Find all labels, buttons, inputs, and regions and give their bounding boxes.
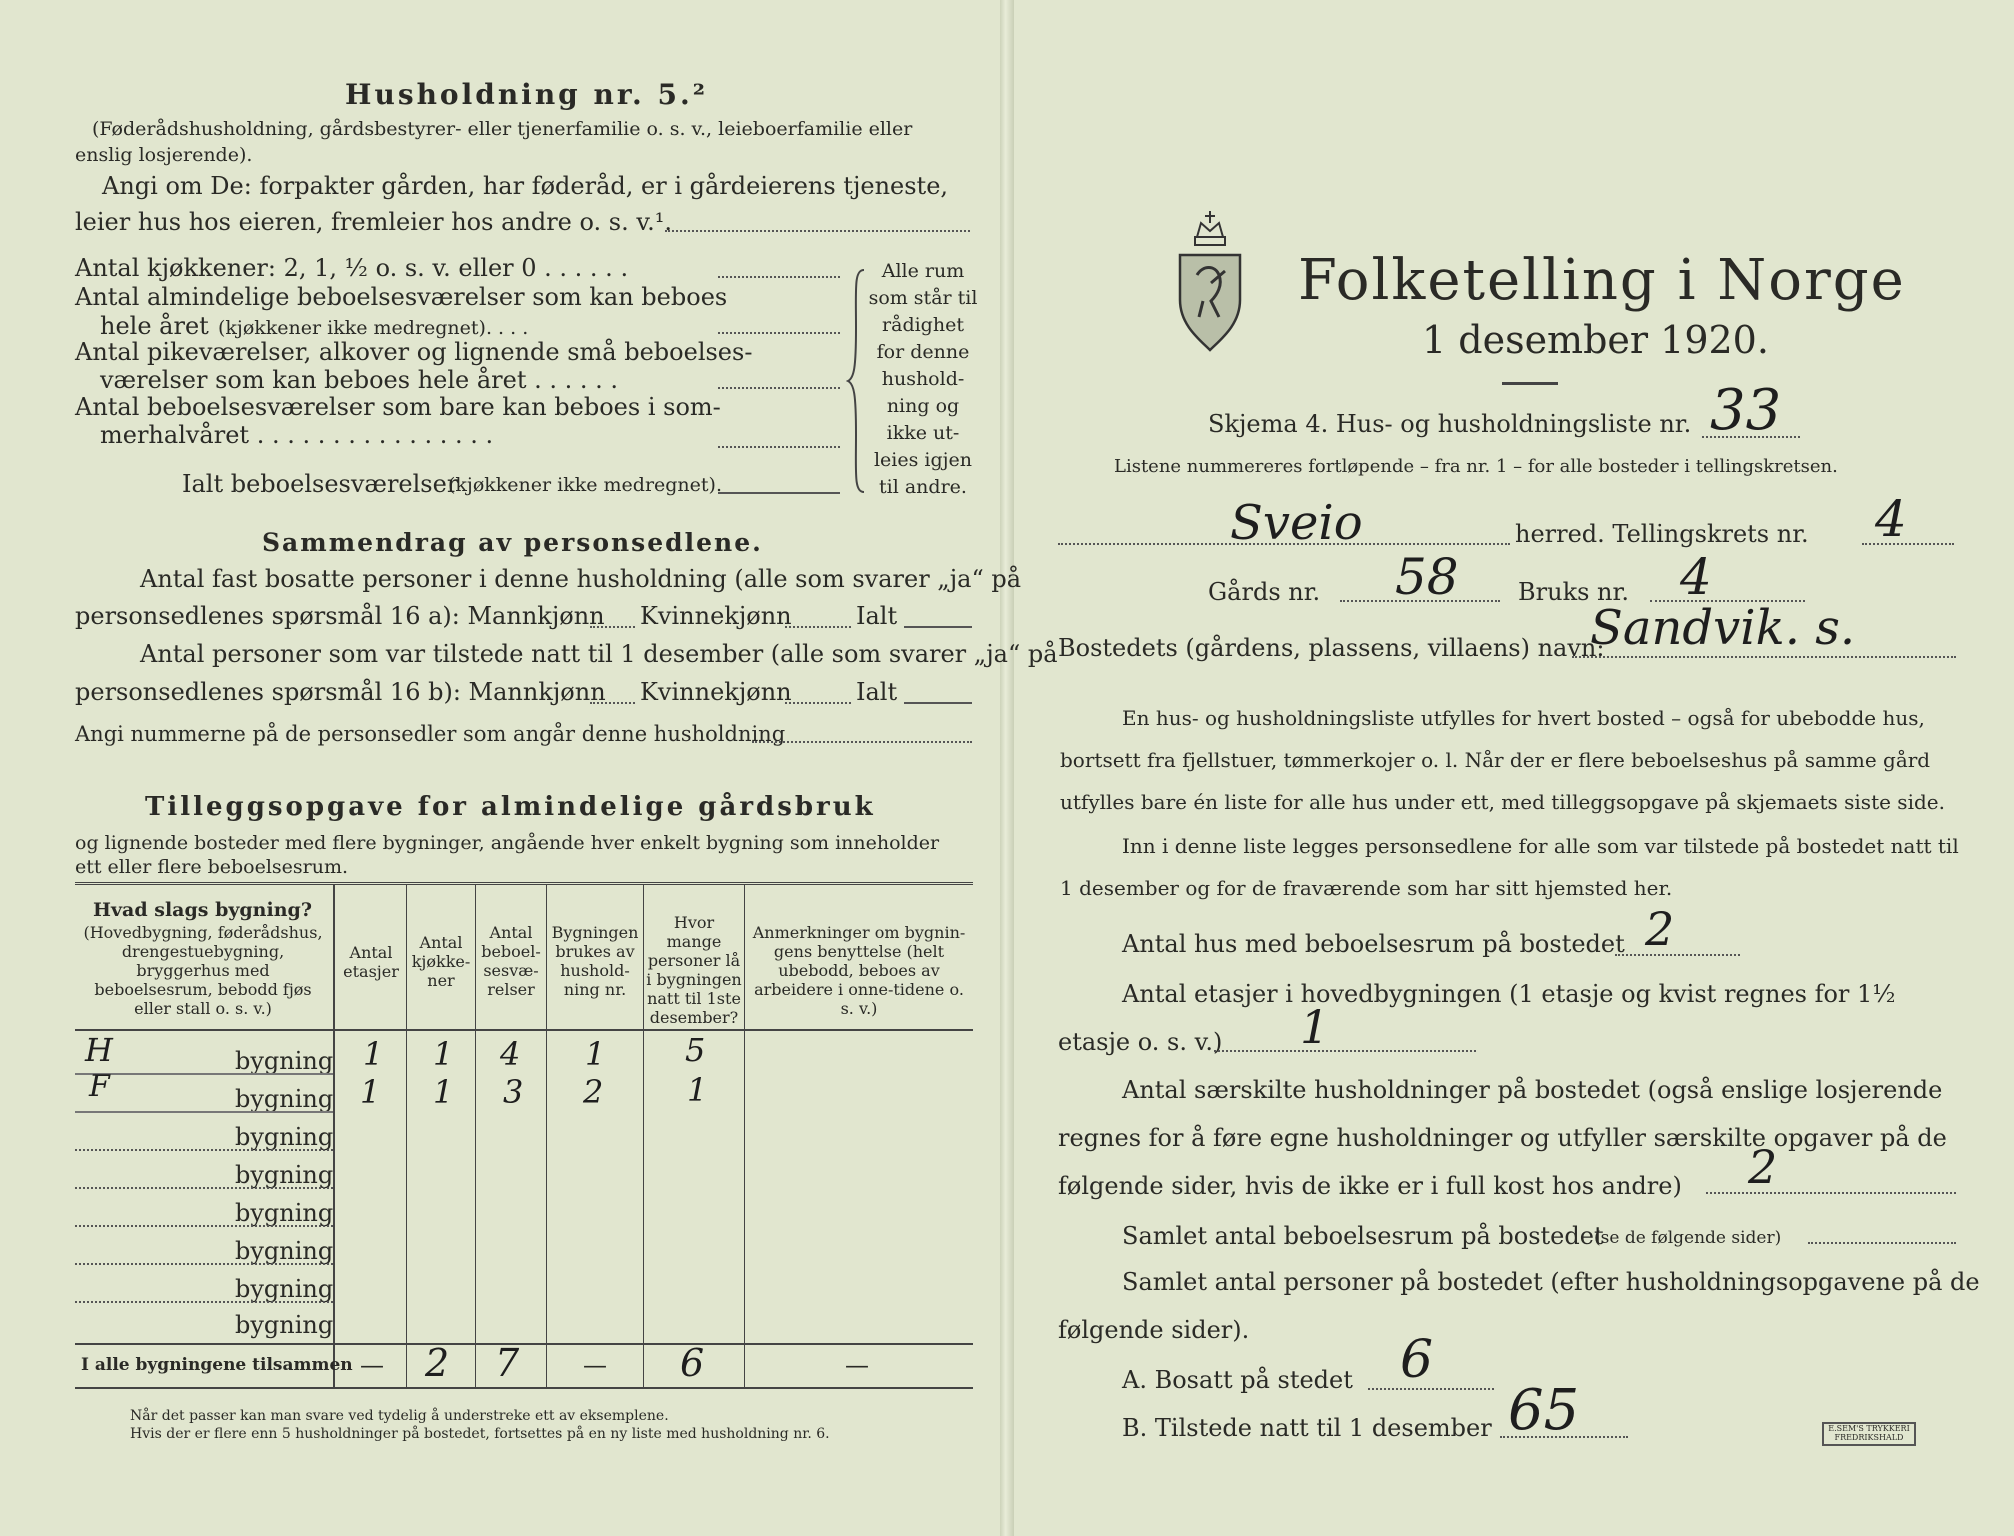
row-line (75, 1149, 333, 1151)
nummerne-label: Angi nummerne på de personsedler som angår denne husholdning (75, 722, 786, 746)
header-personer: Hvor mange personer lå i bygningen natt til 1ste desember? (646, 913, 742, 1027)
beboes-label-1: Antal almindelige beboelsesværelser som kan beboes (75, 283, 728, 311)
total-kjokkener: 2 (425, 1341, 450, 1385)
tillegg-title: Tilleggsopgave for almindelige gårdsbruk (145, 792, 876, 822)
sommer-answer-line (718, 446, 840, 448)
mann-answer-line-a (590, 626, 635, 628)
tilstede-label: B. Tilstede natt til 1 desember (1122, 1414, 1492, 1442)
header-kind-title: Hvad slags bygning? (93, 899, 312, 921)
total-anm: — (845, 1351, 869, 1379)
hus-value: 2 (1645, 902, 1675, 956)
gards-line (1340, 600, 1500, 602)
row-label: bygning (235, 1311, 334, 1339)
kjokkener-label: Antal kjøkkener: 2, 1, ½ o. s. v. eller 0 . . . . . . (75, 254, 629, 282)
instructions-line-3: utfylles bare én liste for alle hus under ett, med tilleggsopgave på skjemaets siste side. (1060, 790, 1945, 814)
brace-note-line: ikke ut- (886, 422, 960, 444)
brace-note (868, 258, 978, 501)
brace-note-line: rådighet (882, 314, 964, 336)
bosatt-label: A. Bosatt på stedet (1122, 1366, 1353, 1394)
row-line (75, 1187, 333, 1189)
instructions-line-4: Inn i denne liste legges personsedlene for alle som var tilstede på bostedet natt til (1122, 834, 1959, 858)
herred-value: Sveio (1230, 495, 1363, 551)
brace-note-line: ning og (886, 395, 960, 417)
total-personer: 6 (680, 1341, 705, 1385)
kvinne-answer-line-b (785, 702, 851, 704)
herred-label: herred. Tellingskrets nr. (1515, 520, 1809, 548)
kjokkener-answer-line (718, 276, 840, 278)
husholdninger-label-3: følgende sider, hvis de ikke er i full kost hos andre) (1058, 1172, 1682, 1200)
angi-line-1: Angi om De: forpakter gården, har føderåd, er i gårdeierens tjeneste, (102, 172, 949, 200)
sommer-label-1: Antal beboelsesværelser som bare kan beboes i som- (75, 393, 721, 421)
sammendrag-line-3: Antal personer som var tilstede natt til 1 desember (alle som svarer „ja“ på (140, 640, 1058, 668)
instructions-line-2: bortsett fra fjellstuer, tømmerkojer o. l. Når der er flere beboelseshus på samme gård (1060, 748, 1931, 772)
header-etasjer: Antal etasjer (343, 943, 399, 981)
row-husholdning-value: 2 (583, 1073, 604, 1111)
gards-value: 58 (1395, 548, 1459, 606)
printer-stamp: E.SEM'S TRYKKERI FREDRIKSHALD (1822, 1422, 1916, 1446)
husholdninger-label-2: regnes for å føre egne husholdninger og utfyller særskilte opgaver på de (1058, 1124, 1947, 1152)
kvinne-label-b: Kvinnekjønn (640, 678, 792, 706)
tilstede-value: 65 (1508, 1378, 1580, 1443)
row-line (75, 1111, 333, 1113)
hus-label: Antal hus med beboelsesrum på bostedet (1122, 930, 1625, 958)
nummereres-note: Listene nummereres fortløpende – fra nr. 1 – for alle bosteder i tellingskretsen. (1114, 456, 1838, 477)
bosatt-line (1368, 1388, 1494, 1390)
brace-note-line: leies igjen (873, 449, 973, 471)
brace-icon (846, 268, 870, 494)
etasjer-line (1214, 1050, 1476, 1052)
tilstede-line (1500, 1436, 1628, 1438)
skjema-label: Skjema 4. Hus- og husholdningsliste nr. (1208, 410, 1692, 438)
row-vaerelser-value: 3 (503, 1073, 524, 1111)
col-divider (333, 885, 335, 1387)
brace-note-line: hushold- (881, 368, 965, 390)
row-label: bygning (235, 1275, 334, 1303)
row-label: bygning (235, 1085, 334, 1113)
nummerne-answer-line (752, 741, 972, 743)
husholdninger-label-1: Antal særskilte husholdninger på bostedet (også enslige losjerende (1122, 1076, 1943, 1104)
row-personer-value: 1 (687, 1071, 708, 1109)
row-line (75, 1073, 333, 1075)
row-kjokkener-value: 1 (433, 1073, 454, 1111)
samlet-personer-label-2: følgende sider). (1058, 1316, 1250, 1344)
beboes-label-2: hele året (100, 312, 209, 340)
bosted-label: Bostedets (gårdens, plassens, villaens) navn: (1058, 634, 1605, 662)
total-top-rule (75, 1343, 973, 1345)
footnote-2: Hvis der er flere enn 5 husholdninger på bostedet, fortsettes på en ny liste med husholdning nr. 6. (130, 1426, 830, 1442)
header-husholdning: Bygningen brukes av hushold-ning nr. (551, 923, 639, 999)
footnote-1: Når det passer kan man svare ved tydelig å understreke ett av eksemplene. (130, 1408, 669, 1424)
ialt-answer-line (718, 492, 840, 494)
header-anmerkninger: Anmerkninger om bygnin-gens benyttelse (helt ubebodd, beboes av arbeidere i onne-tidene o. s. v.) (752, 923, 966, 1018)
brace-note-line: som står til (868, 287, 978, 309)
row-husholdning-value: 1 (585, 1035, 606, 1073)
tillegg-line-1: og lignende bosteder med flere bygninger, angående hver enkelt bygning som inneholder (75, 832, 940, 854)
total-label: I alle bygningene tilsammen (81, 1355, 353, 1375)
col-divider (406, 885, 407, 1387)
row-kind-value: F (89, 1069, 110, 1104)
instructions-line-1: En hus- og husholdningsliste utfylles for hvert bosted – også for ubebodde hus, (1122, 706, 1925, 730)
row-line (75, 1301, 333, 1303)
row-kjokkener-value: 1 (433, 1035, 454, 1073)
ialt-answer-line-b (904, 702, 972, 704)
hus-line (1615, 954, 1740, 956)
samlet-rum-label: Samlet antal beboelsesrum på bostedet (1122, 1222, 1604, 1250)
page-fold (1000, 0, 1014, 1536)
title-rule (1502, 382, 1558, 385)
row-line (75, 1225, 333, 1227)
ialt-label: Ialt beboelsesværelser (182, 470, 459, 498)
ialt-answer-line-a (904, 626, 972, 628)
row-etasjer-value: 1 (363, 1035, 384, 1073)
row-personer-value: 5 (685, 1031, 706, 1069)
krets-value: 4 (1875, 490, 1907, 548)
intro-line-1: (Føderådshusholdning, gårdsbestyrer- eller tjenerfamilie o. s. v., leieboerfamilie eller (92, 118, 913, 140)
sammendrag-title: Sammendrag av personsedlene. (262, 528, 763, 557)
gards-label: Gårds nr. (1208, 578, 1321, 606)
kvinne-answer-line-a (785, 626, 851, 628)
brace-note-line: til andre. (879, 476, 967, 498)
sammendrag-line-4: personsedlenes spørsmål 16 b): Mannkjønn (75, 678, 606, 706)
etasjer-label-2: etasje o. s. v.) (1058, 1028, 1223, 1056)
row-label: bygning (235, 1237, 334, 1265)
header-bottom-rule (75, 1029, 973, 1031)
total-etasjer: — (360, 1351, 384, 1379)
main-title: Folketelling i Norge (1298, 248, 1906, 313)
ialt-note: (kjøkkener ikke medregnet). (448, 474, 722, 496)
bosted-line (1572, 656, 1956, 658)
samlet-rum-line (1808, 1242, 1956, 1244)
row-kind-value: H (85, 1031, 113, 1069)
samlet-personer-label-1: Samlet antal personer på bostedet (efter husholdningsopgavene på de (1122, 1268, 1980, 1296)
building-table (75, 882, 973, 1389)
ialt-label-a: Ialt (856, 602, 898, 630)
header-vaerelser: Antal beboel-sesvæ-relser (481, 923, 541, 999)
bruks-value: 4 (1680, 548, 1712, 606)
herred-line (1058, 543, 1510, 545)
instructions-line-5: 1 desember og for de fraværende som har sitt hjemsted her. (1060, 876, 1673, 900)
row-label: bygning (235, 1047, 334, 1075)
bosatt-value: 6 (1400, 1330, 1434, 1390)
beboes-note: (kjøkkener ikke medregnet). . . . (218, 317, 529, 339)
total-husholdning: — (583, 1351, 607, 1379)
beboes-answer-line (718, 332, 840, 334)
liste-nr-value: 33 (1710, 378, 1782, 443)
row-vaerelser-value: 4 (500, 1035, 521, 1073)
pike-label-1: Antal pikeværelser, alkover og lignende små beboelses- (75, 338, 753, 366)
household-title: Husholdning nr. 5.² (345, 78, 709, 111)
row-line (75, 1263, 333, 1265)
etasjer-label-1: Antal etasjer i hovedbygningen (1 etasje og kvist regnes for 1½ (1122, 980, 1896, 1008)
bosted-value: Sandvik. s. (1590, 600, 1856, 656)
brace-note-line: for denne (876, 341, 970, 363)
sammendrag-line-1: Antal fast bosatte personer i denne husholdning (alle som svarer „ja“ på (140, 565, 1022, 593)
pike-label-2: værelser som kan beboes hele året . . . . . . (100, 366, 619, 394)
header-kind-note: (Hovedbygning, føderådshus, drengestuebygning, bryggerhus med beboelsesrum, bebodd fjøs eller stall o. s. v.) (83, 923, 323, 1018)
col-divider (643, 885, 644, 1387)
bruks-label: Bruks nr. (1518, 578, 1629, 606)
liste-nr-line (1702, 436, 1800, 438)
tillegg-line-2: ett eller flere beboelsesrum. (75, 856, 349, 878)
etasjer-value: 1 (1300, 1000, 1330, 1054)
col-divider (475, 885, 476, 1387)
krets-line (1862, 543, 1954, 545)
row-label: bygning (235, 1123, 334, 1151)
row-label: bygning (235, 1199, 334, 1227)
mann-answer-line-b (590, 702, 635, 704)
sammendrag-line-2: personsedlenes spørsmål 16 a): Mannkjønn (75, 602, 605, 630)
husholdninger-line (1706, 1192, 1956, 1194)
brace-note-line: Alle rum (881, 260, 965, 282)
kvinne-label-a: Kvinnekjønn (640, 602, 792, 630)
row-etasjer-value: 1 (360, 1073, 381, 1111)
pike-answer-line (718, 387, 840, 389)
husholdninger-value: 2 (1748, 1140, 1778, 1194)
census-date: 1 desember 1920. (1422, 318, 1769, 362)
col-divider (744, 885, 745, 1387)
header-kjokkener: Antal kjøkke-ner (411, 933, 471, 990)
row-label: bygning (235, 1161, 334, 1189)
coat-of-arms-icon (1175, 205, 1245, 355)
samlet-rum-note: (se de følgende sider) (1594, 1228, 1782, 1248)
angi-line-2: leier hus hos eieren, fremleier hos andre o. s. v.¹. (75, 208, 672, 236)
sommer-label-2: merhalvåret . . . . . . . . . . . . . . . . (100, 421, 494, 449)
col-divider (546, 885, 547, 1387)
total-vaerelser: 7 (495, 1341, 520, 1385)
angi-answer-line (665, 230, 970, 232)
intro-line-2: enslig losjerende). (75, 144, 253, 166)
ialt-label-b: Ialt (856, 678, 898, 706)
